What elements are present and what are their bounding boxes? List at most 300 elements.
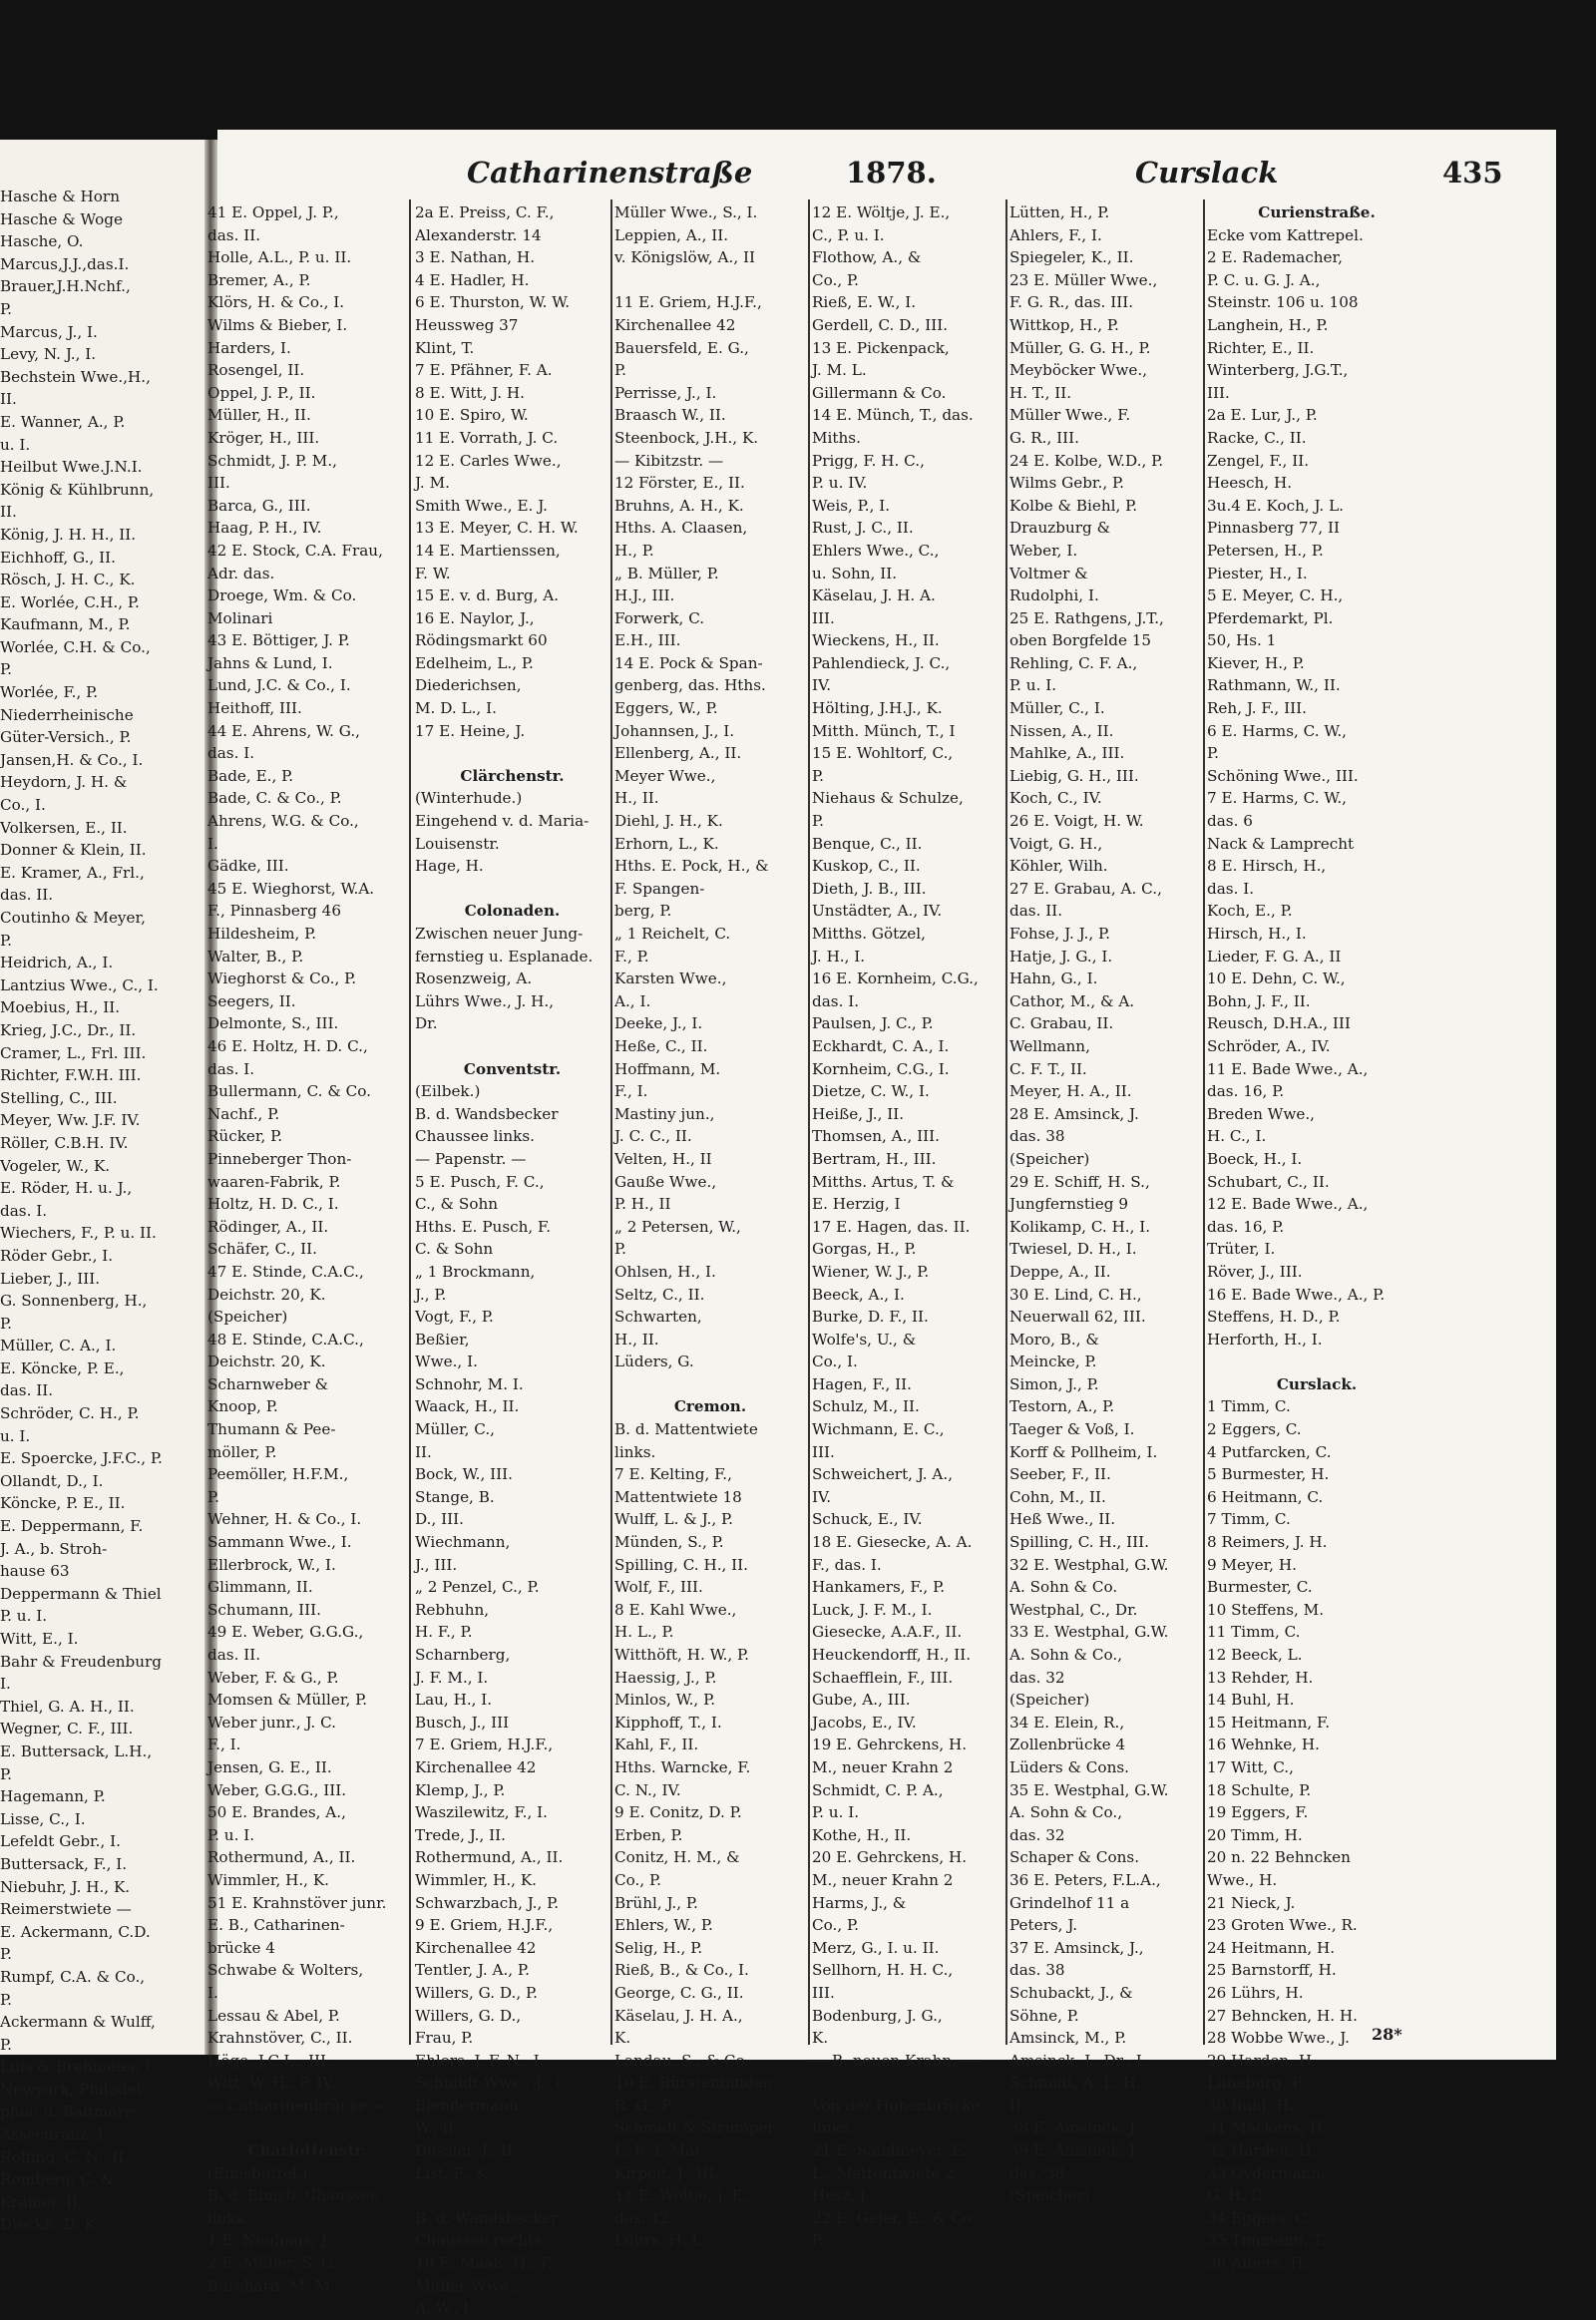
directory-entry-line: 35 E. Westphal, G.W. [1009,1780,1169,1799]
directory-entry-line: Rothermund, A., II. [207,1848,356,1867]
directory-entry-line: Lieder, F. G. A., II [1207,947,1342,966]
directory-entry-line: Rücker, P. [207,1127,283,1146]
directory-entry-line: Kothe, H., II. [812,1825,912,1844]
directory-entry-line: K. [812,2029,829,2048]
directory-entry-line: Heithoff, III. [207,699,302,718]
left-page-line: das. I. [0,1201,48,1220]
directory-entry-line: F. Spangen- [614,879,705,898]
directory-entry-line: Beeck, A., I. [812,1285,905,1304]
section-heading: Charlottenstr. [247,2141,367,2160]
directory-entry-line: 13 Rehder, H. [1207,1668,1314,1687]
left-page-line: Güter-Versich., P. [0,728,132,747]
directory-entry-line: 23 Groten Wwe., R. [1207,1916,1358,1935]
directory-entry-line: A., I. [614,991,651,1010]
directory-entry-line: Schaper & Cons. [1009,1848,1140,1867]
directory-entry-line: 8 E. Hirsch, H., [1207,857,1327,876]
left-page-line: Eichhoff, G., II. [0,548,116,567]
directory-entry-line: P. H., II [614,1195,671,1214]
directory-entry-line: Weber junr., J. C. [207,1713,336,1732]
directory-entry-line: v. Königslöw, A., II [614,248,755,267]
directory-entry-line: Schwarten, [614,1308,702,1327]
directory-entry-line: 37 E. Amsinck, J., [1009,1938,1144,1957]
left-page-line: Worlée, F., P. [0,683,99,702]
directory-entry-line: Minlos, W., P. [614,1691,716,1710]
directory-entry-line: Hths. E. Pusch, F. [415,1217,552,1236]
left-page-line: König, J. H. H., II. [0,525,137,544]
directory-entry-line: 50 E. Brandes, A., [207,1803,346,1822]
directory-entry-line: Bullermann, C. & Co. [207,1082,371,1101]
directory-entry-line: 44 E. Ahrens, W. G., [207,721,360,740]
directory-entry-line: F., I. [614,1082,648,1101]
directory-entry-line: 3 E. Nathan, H. [415,248,536,267]
directory-entry-line: H. C., I. [1207,1127,1267,1146]
directory-entry-line: Eggers, W., P. [614,699,718,718]
directory-entry-line: Waack, H., II. [415,1397,520,1416]
left-page-line: Buttersack, F., I. [0,1854,128,1873]
directory-entry-line: Knoop, P. [207,1397,278,1416]
directory-entry-line: Burchard, M. M. [207,2276,335,2295]
left-page-line: E. Spoercke, J.F.C., P. [0,1449,163,1468]
directory-entry-line: Jensen, G. E., II. [207,1757,332,1776]
directory-entry-line: 8 Reimers, J. H. [1207,1533,1328,1552]
directory-entry-line: 4 Putfarcken, C. [1207,1442,1332,1461]
directory-entry-line: Smith Wwe., E. J. [415,496,548,515]
directory-entry-line: Seeber, F., II. [1009,1465,1111,1484]
directory-entry-line [207,2117,407,2139]
column-6 [1207,201,1426,2273]
directory-entry-line: Lütten, H., P. [1009,203,1110,221]
directory-entry-line: 11 E. Griem, H.J.F., [614,293,762,312]
directory-entry-line: B. d. Eimsb. Chaussee [207,2186,379,2205]
directory-entry-line: Meyböcker Wwe., [1009,361,1148,380]
directory-entry-line: 39 E. Amsinck, J., [1009,2141,1144,2160]
left-page-line: Niederrheinische [0,705,134,724]
directory-entry-line: Steenbock, J.H., K. [614,428,759,447]
directory-entry-line: 17 Witt, C., [1207,1757,1294,1776]
directory-entry-line: Schweichert, J. A., [812,1465,954,1484]
directory-entry-line: Hths. Warncke, F. [614,1757,751,1776]
directory-entry-line: Koch, C., IV. [1009,789,1102,808]
directory-entry-line: Käselau, J. H. A. [812,586,936,605]
column-rule [1005,199,1007,2045]
directory-entry-line: Rosenzweig, A. [415,969,533,988]
directory-entry-line: Voltmer & [1009,564,1088,582]
directory-entry-line: Braasch W., II. [614,406,726,425]
directory-entry-line: 20 E. Gehrckens, H. [812,1848,968,1867]
directory-entry-line: Stange, B. [415,1487,495,1506]
directory-entry-line: 12 Förster, E., II. [614,474,745,493]
directory-entry-line: das. I. [812,991,860,1010]
directory-entry-line: F., P. [614,947,649,966]
left-page-line: Newyork, Philadel- [0,2080,147,2099]
directory-entry-line: 15 E. v. d. Burg, A. [415,586,560,605]
directory-entry-line: Weis, P., I. [812,496,891,515]
directory-entry-line: Ecke vom Kattrepel. [1207,225,1364,244]
directory-entry-line: 9 E. Griem, H.J.F., [415,1916,554,1935]
left-page-line: Bechstein Wwe.,H., [0,367,151,386]
left-page-line: Brauer,J.H.Nchf., [0,277,131,296]
directory-entry-line: 5 Burmester, H. [1207,1465,1330,1484]
left-page-line: Rolfing, C. N., II. [0,2147,130,2166]
directory-entry-line: Liebig, G. H., III. [1009,766,1139,785]
directory-entry-line: genberg, das. Hths. [614,676,766,695]
directory-entry-line: P. [812,812,824,831]
directory-entry-line: Zengel, F., II. [1207,451,1310,470]
directory-entry-line: 30 Buhl, H. [1207,2096,1295,2115]
directory-entry-line: „ 1 Brockmann, [415,1262,536,1281]
directory-entry-line: Ehlers, J. F. N., I. [415,2051,545,2070]
directory-entry-line: H. L., P. [614,1623,674,1642]
column-rule [610,199,612,2045]
directory-entry-line: III. [812,1983,835,2002]
left-page-line: P. [0,2035,12,2054]
directory-entry-line: Steinstr. 106 u. 108 [1207,293,1359,312]
directory-entry-line: 14 E. Martienssen, [415,541,561,560]
directory-entry-line: 34 E. Elein, R., [1009,1713,1125,1732]
directory-entry-line: Spiegeler, K., II. [1009,248,1134,267]
directory-entry-line: Langhein, H., P. [1207,315,1329,334]
left-page-line: Lantzius Wwe., C., I. [0,975,159,994]
directory-entry-line: Lüneburg, P. [1207,2074,1304,2093]
directory-entry-line: A. Sohn & Co., [1009,1803,1123,1822]
directory-entry-line: links. [207,2208,249,2227]
left-page-line: Wegner, C. F., III. [0,1720,134,1739]
directory-entry-line: 10 E. Maaß, H., P. [415,2254,554,2273]
directory-entry-line: (Speicher) [1009,1149,1090,1168]
directory-entry-line: Heiße, J., II. [812,1104,905,1123]
directory-entry-line: 29 Harden, H. [1207,2051,1317,2070]
directory-entry-line: Wichmann, E. C., [812,1420,945,1439]
directory-entry-line: Scharnberg, [415,1646,511,1664]
directory-entry-line: das. II. [207,225,261,244]
directory-entry-line: 47 E. Stinde, C.A.C., [207,1262,364,1281]
left-page-line: u. I. [0,1426,31,1445]
directory-entry-line: waaren-Fabrik, P. [207,1172,341,1191]
directory-entry-line: P. [812,766,824,785]
directory-entry-line: Rudolphi, I. [1009,586,1099,605]
directory-entry-line: Boeck, H., I. [1207,1149,1303,1168]
directory-entry-line: Rehling, C. F. A., [1009,653,1138,672]
header-place: Curslack [1135,156,1279,190]
directory-entry-line: Gorgas, H., P. [812,1240,917,1259]
left-page-line: Volkersen, E., II. [0,818,128,837]
directory-entry-line: 25 E. Rathgens, J.T., [1009,608,1164,627]
directory-entry-line: III. [207,474,230,493]
left-page-line: E. Wanner, A., P. [0,412,126,431]
directory-entry-line: 3u.4 E. Koch, J. L. [1207,496,1345,515]
left-page-line: Bahr & Freudenburg [0,1652,162,1671]
directory-entry-line: Weber, I. [1009,541,1078,560]
directory-entry-line: 6 Heitmann, C. [1207,1487,1324,1506]
directory-entry-line: Rathmann, W., II. [1207,676,1341,695]
directory-entry-line: Bauersfeld, E. G., [614,338,749,357]
directory-entry-line: Gillermann & Co. [812,383,947,402]
directory-entry-line: 26 E. Voigt, H. W. [1009,812,1144,831]
directory-entry-line: C. N., IV. [614,1780,681,1799]
directory-entry-line: Müller, C., I. [1009,699,1105,718]
directory-entry-line: Flothow, A., & [812,248,922,267]
directory-entry-line: Reh, J. F., III. [1207,699,1307,718]
section-heading: Curienstraße. [1258,203,1376,221]
left-page-line: Lisse, C., I. [0,1809,86,1828]
directory-entry-line: Schmidt, C. P. A., [812,1780,944,1799]
directory-entry-line: Heße, C., II. [614,1036,708,1055]
directory-entry-line: 16 E. Naylor, J., [415,608,535,627]
directory-entry-line: Testorn, A., P. [1009,1397,1115,1416]
directory-entry-line: Amsinck, J., Dr., I. [1009,2051,1147,2070]
directory-entry-line: IV. [812,676,832,695]
directory-entry-line: Brühl, J., P. [614,1893,698,1912]
directory-entry-line: M., neuer Krahn 2 [812,1870,954,1889]
directory-entry-line: Mitth. Münch, T., I [812,721,956,740]
directory-entry-line: Hesz, J. [812,2186,870,2205]
directory-entry-line: fernstieg u. Esplanade. [415,947,594,966]
directory-entry-line: das. I. [1207,879,1255,898]
directory-entry-line: 32 Harden, H. [1207,2141,1317,2160]
directory-entry-line: Mastiny jun., [614,1104,715,1123]
directory-entry-line: Pinnasberg 77, II [1207,519,1340,538]
directory-entry-line: J. F. M., I. [415,1668,489,1687]
directory-entry-line: Weber, F. & G., P. [207,1668,339,1687]
directory-entry-line: Nachf., P. [207,1104,280,1123]
directory-entry-line: Seltz, C., II. [614,1285,705,1304]
directory-entry-line: Müller, H., II. [207,406,311,425]
left-page-line: P. [0,660,12,679]
left-page-line: P. [0,1990,12,2009]
left-page-line: Moebius, H., II. [0,998,121,1017]
left-page-fragment [0,140,204,2234]
directory-entry-line: M. D. L., I. [415,699,497,718]
directory-entry-line: 33 E. Westphal, G.W. [1009,1623,1169,1642]
left-page-line: Lieber, J., III. [0,1269,101,1288]
directory-entry-line: Erhorn, L., K. [614,834,719,853]
directory-entry-line: Seegers, II. [207,991,296,1010]
directory-entry-line: Glimmann, II. [207,1578,313,1597]
directory-entry-line: Tentler, J. A., P. [415,1961,530,1980]
directory-entry-line: 7 E. Pfähner, F. A. [415,361,553,380]
left-page-line: Coutinho & Meyer, [0,909,146,927]
directory-entry-line: 7 E. Griem, H.J.F., [415,1736,554,1754]
directory-entry-line: Piester, H., I. [1207,564,1308,582]
directory-entry-line: 34 Eggers, C. [1207,2208,1312,2227]
directory-entry-line: H. F., P. [415,1623,473,1642]
directory-entry-line: Jacobs, E., IV. [812,1713,917,1732]
directory-entry-line: Bohn, J. F., II. [1207,991,1311,1010]
left-page-line: J. A., b. Stroh- [0,1539,108,1558]
directory-entry-line: A. Sohn & Co. [1009,1578,1118,1597]
directory-entry-line: Dr. [415,1014,438,1033]
directory-page [207,130,1556,2318]
directory-entry-line: Co., P. [614,1870,661,1889]
directory-entry-line: J. M. [415,474,450,493]
left-page-line: P. [0,1764,12,1783]
left-page-line: Rumpf, C.A. & Co., [0,1967,146,1986]
directory-entry-line: 6 E. Harms, C. W., [1207,721,1347,740]
left-page-line: Niebuhr, J. H., K. [0,1877,131,1896]
directory-entry-line: möller, P. [207,1442,277,1461]
column-3 [614,201,806,2250]
directory-entry-line: Bertram, H., III. [812,1149,937,1168]
directory-entry-line: Wwe., I. [415,1353,478,1371]
directory-entry-line: Müller Wwe., [415,2276,519,2295]
directory-entry-line: Wieghorst & Co., P. [207,969,357,988]
directory-entry-line: F., das. I. [812,1555,882,1574]
directory-entry-line: 14 E. Pock & Span- [614,653,763,672]
directory-entry-line: 9 E. Conitz, D. P. [614,1803,742,1822]
directory-entry-line: 20 Timm, H. [1207,1825,1303,1844]
directory-entry-line: oben Borgfelde 15 [1009,631,1152,650]
column-2 [415,201,609,2318]
directory-entry-line: J. C. C., II. [614,1127,692,1146]
directory-entry-line: Kuskop, C., II. [812,857,921,876]
directory-entry-line: Schmidt & Strumper [614,2119,775,2137]
directory-entry-line: Chaussee rechts. [415,2231,547,2250]
directory-entry-line: Eckhardt, C. A., I. [812,1036,950,1055]
directory-entry-line: (Eilbek.) [415,1082,481,1101]
left-page-line: E. Köncke, P. E., [0,1358,125,1377]
directory-entry-line: D., III. [415,1510,464,1529]
directory-entry-line: Hildesheim, P. [207,925,317,943]
directory-entry-line: Münden, S., P. [614,1533,724,1552]
directory-entry-line: Chaussee links. [415,1127,535,1146]
directory-entry-line: 7 E. Kelting, F., [614,1465,732,1484]
directory-entry-line: Dieth, J. B., III. [812,879,927,898]
directory-entry-line: Gerdell, C. D., III. [812,315,949,334]
directory-entry-line: Rust, J. C., II. [812,519,914,538]
directory-entry-line: Hankamers, F., P. [812,1578,946,1597]
directory-entry-line: Wimmler, H., K. [207,1870,329,1889]
left-page-line: Marcus, J., I. [0,322,98,341]
directory-entry-line: — Kibitzstr. — [614,451,724,470]
directory-entry-line: links. [812,2119,854,2137]
left-page-line: II. [0,390,17,409]
directory-entry-line: Ellerbrock, W., I. [207,1555,336,1574]
directory-entry-line: Rosengel, II. [207,361,305,380]
directory-entry-line: A. Sohn & Co., [1009,1646,1123,1664]
directory-entry-line: III. [812,608,835,627]
directory-entry-line: Prigg, F. H. C., [812,451,925,470]
directory-entry-line: — Papenstr. — [415,1149,527,1168]
directory-entry-line: Höge, J.C.L., III. [207,2051,331,2070]
directory-entry-line: Nissen, A., II. [1009,721,1114,740]
column-4 [812,201,1003,2250]
directory-entry-line: 51 E. Krahnstöver junr. [207,1893,387,1912]
left-page-line: Co., I. [0,796,46,815]
directory-entry-line: das. II. [207,1646,261,1664]
directory-entry-line: Mattentwiete 18 [614,1487,742,1506]
column-rule [1203,199,1205,2045]
directory-entry-line: Reusch, D.H.A., III [1207,1014,1351,1033]
directory-entry-line: F. G. R., das. III. [1009,293,1134,312]
directory-entry-line: Beßier, [415,1330,470,1349]
directory-entry-line: III. [812,1442,835,1461]
directory-entry-line: berg, P. [614,902,672,921]
directory-entry-line: 10 Steffens, M. [1207,1600,1325,1619]
directory-entry-line: Herforth, H., I. [1207,1330,1323,1349]
directory-entry-line: (Winterhude.) [415,789,523,808]
directory-entry-line: 15 E. Wohltorf, C., [812,744,954,763]
directory-entry-line: Schubackt, J., & [1009,1983,1133,2002]
left-page-line: E. Ackermann, C.D. [0,1922,151,1941]
directory-entry-line: „ B. Müller, P. [614,564,719,582]
directory-entry-line: 36 E. Peters, F.L.A., [1009,1870,1161,1889]
left-page-line: Hagemann, P. [0,1787,106,1806]
directory-entry-line: Leppien, A., II. [614,225,729,244]
left-page-line: hause 63 [0,1562,70,1581]
directory-entry-line: Ohlsen, H., I. [614,1262,716,1281]
directory-entry-line: 19 Eggers, F. [1207,1803,1309,1822]
directory-entry-line: P. C. u. G. J. A., [1207,270,1321,289]
directory-entry-line: Deeke, J., I. [614,1014,703,1033]
directory-entry-line: L., Mattentwiete 2 [812,2163,955,2182]
directory-entry-line: Lund, J.C. & Co., I. [207,676,351,695]
directory-entry-line: Rothermund, A., II. [415,1848,564,1867]
left-page-line: E. Deppermann, F. [0,1517,144,1536]
directory-entry-line: 10 E. Dehn, C. W., [1207,969,1346,988]
directory-entry-line: Korff & Pollheim, I. [1009,1442,1158,1461]
directory-entry-line: II. [415,1442,432,1461]
directory-entry-line: Schöning Wwe., III. [1207,766,1359,785]
directory-entry-line: 18 Schulte, P. [1207,1780,1312,1799]
left-page-line: E. Röder, H. u. J., [0,1179,133,1198]
directory-entry-line: Rieß, E. W., I. [812,293,917,312]
left-page-line: Worlée, C.H. & Co., [0,637,151,656]
left-page-line: E. Worlée, C.H., P. [0,592,140,611]
directory-entry-line: Fohse, J. J., P. [1009,925,1110,943]
directory-entry-line: E. B., Catharinen- [207,1916,345,1935]
left-page-line: P. [0,1945,12,1964]
directory-entry-line: 14 E. Münch, T., das. [812,406,974,425]
left-page-line: P. u. I. [0,1607,48,1626]
left-page-line: P. [0,931,12,950]
directory-entry-line: brücke 4 [207,1938,275,1957]
directory-entry-line: 21 Nieck, J. [1207,1893,1296,1912]
directory-entry-line: 25 Barnstorff, H. [1207,1961,1337,1980]
left-page-line: Levy, N. J., I. [0,345,97,364]
directory-entry-line: B. d. Mattentwiete [614,1420,758,1439]
directory-entry-line: Hahn, G., I. [1009,969,1098,988]
directory-entry-line: „ 2 Penzel, C., P. [415,1578,540,1597]
directory-entry-line: u. Sohn, II. [812,564,898,582]
directory-entry-line: 13 E. Pickenpack, [812,338,950,357]
directory-entry-line: 42 E. Stock, C.A. Frau, [207,541,383,560]
directory-entry-line: Schröder, A., IV. [1207,1036,1331,1055]
directory-entry-line: 26 Lührs, H. [1207,1983,1304,2002]
directory-entry-line: Grindelhof 11 a [1009,1893,1130,1912]
directory-entry-line: Forwerk, C. [614,608,705,627]
directory-entry-line: 8 E. Witt, J. H. [415,383,525,402]
directory-entry-line: Sammann Wwe., I. [207,1533,352,1552]
directory-entry-line: 9 Meyer, H. [1207,1555,1297,1574]
directory-entry-line: 20 n. 22 Behncken [1207,1848,1351,1867]
left-page-line: Thiel, G. A. H., II. [0,1697,135,1716]
directory-entry-line: I., b. I. Mai [614,2141,699,2160]
directory-entry-line: Rödingsmarkt 60 [415,631,548,650]
directory-entry-line: Krahnstöver, C., II. [207,2029,353,2048]
directory-entry-line: Delmonte, S., III. [207,1014,339,1033]
directory-entry-line: 5 E. Meyer, C. H., [1207,586,1344,605]
directory-entry-line: Selig, H., P. [614,1938,703,1957]
directory-entry-line: Harders, I. [207,338,291,357]
left-page-line: P. [0,299,12,318]
left-page-line: Jansen,H. & Co., I. [0,750,144,769]
directory-entry-line: Klint, T. [415,338,475,357]
left-page-line: Hasche & Woge [0,209,123,228]
directory-entry-line: (Speicher) [207,1308,288,1327]
directory-entry-line: Momsen & Müller, P. [207,1691,368,1710]
directory-entry-line: P. [614,1240,626,1259]
left-page-line: Vogeler, W., K. [0,1156,111,1175]
